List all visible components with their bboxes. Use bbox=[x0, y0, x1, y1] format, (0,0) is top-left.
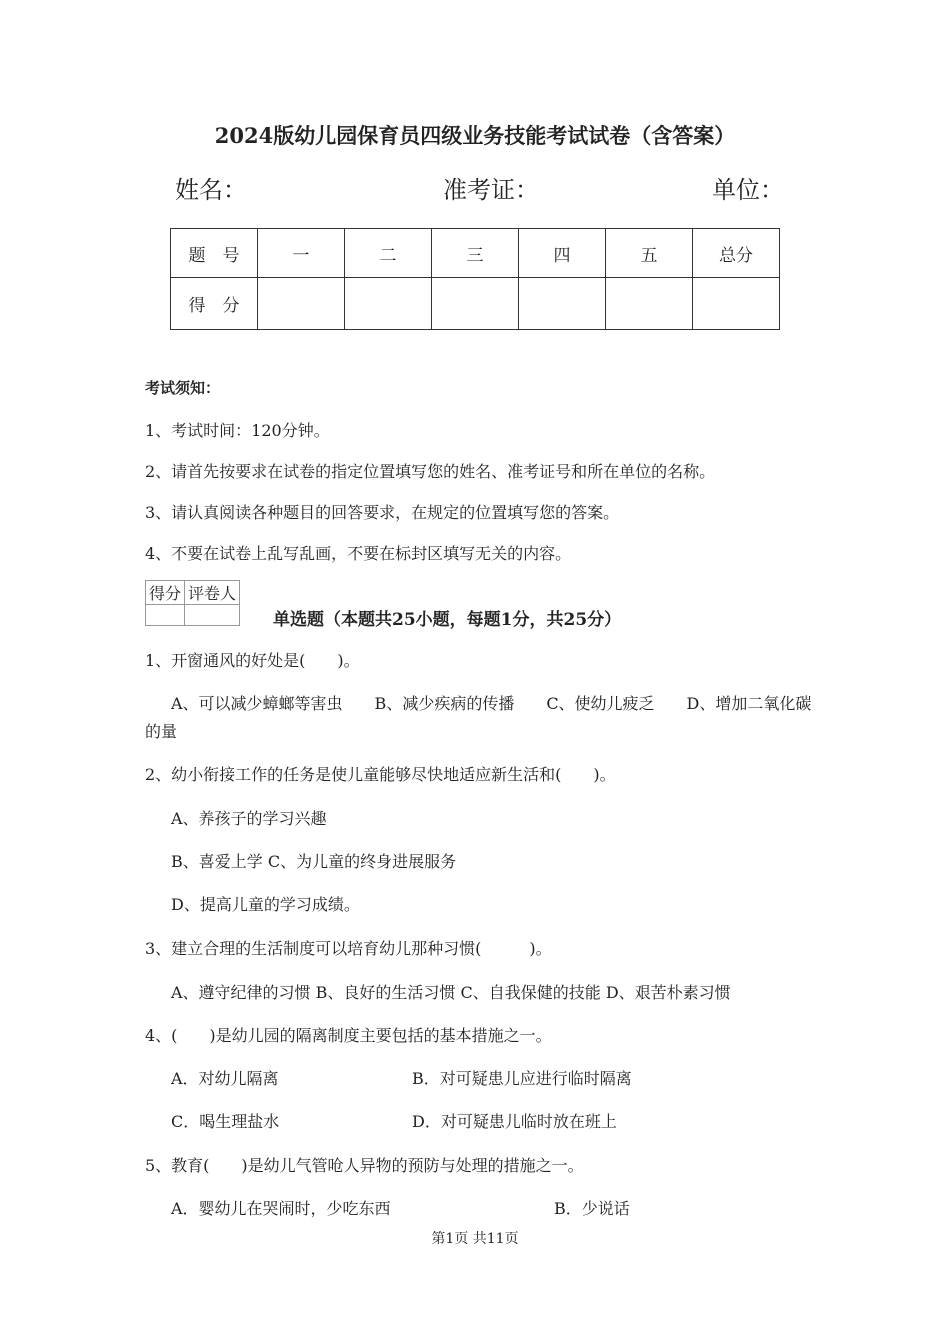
page-footer: 第1页 共11页 bbox=[431, 1231, 519, 1247]
candidate-info-row bbox=[175, 170, 785, 202]
score-row-label: 得 分 bbox=[171, 278, 258, 330]
score-cell[interactable] bbox=[432, 278, 519, 330]
page-title: 2024版幼儿园保育员四级业务技能考试试卷（含答案） bbox=[214, 123, 736, 148]
question-4-option-b: B．对可疑患儿应进行临时隔离 bbox=[412, 1069, 632, 1088]
question-5-option-a: A．婴幼儿在哭闹时，少吃东西 bbox=[171, 1199, 391, 1218]
grader-reviewer-cell[interactable] bbox=[185, 605, 240, 626]
question-2-option-bc: B、喜爱上学 C、为儿童的终身进展服务 bbox=[171, 852, 457, 871]
question-2-stem: 2、幼小衔接工作的任务是使儿童能够尽快地适应新生活和( )。 bbox=[145, 765, 616, 784]
score-header-cell: 五 bbox=[606, 229, 693, 278]
score-cell[interactable] bbox=[258, 278, 345, 330]
score-header-cell: 一 bbox=[258, 229, 345, 278]
question-4-option-c: C．喝生理盐水 bbox=[171, 1112, 280, 1131]
question-2-option-a: A、养孩子的学习兴趣 bbox=[171, 809, 327, 828]
score-cell[interactable] bbox=[345, 278, 432, 330]
score-cell[interactable] bbox=[693, 278, 780, 330]
score-header-cell: 总分 bbox=[693, 229, 780, 278]
question-3-options: A、遵守纪律的习惯 B、良好的生活习惯 C、自我保健的技能 D、艰苦朴素习惯 bbox=[171, 983, 731, 1002]
notice-item: 2、请首先按要求在试卷的指定位置填写您的姓名、准考证号和所在单位的名称。 bbox=[145, 462, 716, 481]
score-cell[interactable] bbox=[606, 278, 693, 330]
notice-item: 4、不要在试卷上乱写乱画，不要在标封区填写无关的内容。 bbox=[145, 544, 572, 563]
grader-score-label: 得分 bbox=[146, 581, 185, 605]
notice-item: 1、考试时间：120分钟。 bbox=[145, 421, 330, 440]
question-4-option-d: D．对可疑患儿临时放在班上 bbox=[412, 1112, 617, 1131]
question-1-stem: 1、开窗通风的好处是( )。 bbox=[145, 651, 360, 670]
score-table-header-row bbox=[171, 229, 780, 278]
name-label: 姓名： bbox=[175, 176, 247, 204]
score-header-cell: 四 bbox=[519, 229, 606, 278]
score-table-score-row bbox=[171, 278, 780, 330]
section-title: 单选题（本题共25小题，每题1分，共25分） bbox=[273, 610, 622, 630]
question-2-option-d: D、提高儿童的学习成绩。 bbox=[171, 895, 360, 914]
question-5-option-b: B．少说话 bbox=[554, 1199, 630, 1218]
question-1-options-cont: 的量 bbox=[145, 722, 178, 741]
question-5-stem: 5、教育( )是幼儿气管呛人异物的预防与处理的措施之一。 bbox=[145, 1156, 584, 1175]
notice-heading: 考试须知： bbox=[145, 379, 221, 397]
score-header-cell: 题 号 bbox=[171, 229, 258, 278]
grader-reviewer-label: 评卷人 bbox=[185, 581, 240, 605]
question-4-option-a: A．对幼儿隔离 bbox=[171, 1069, 279, 1088]
score-table bbox=[170, 228, 780, 330]
grader-score-cell[interactable] bbox=[146, 605, 185, 626]
score-cell[interactable] bbox=[519, 278, 606, 330]
question-1-options: A、可以减少蟑螂等害虫 B、减少疾病的传播 C、使幼儿疲乏 D、增加二氧化碳 bbox=[171, 694, 812, 713]
score-header-cell: 二 bbox=[345, 229, 432, 278]
grader-box bbox=[145, 580, 240, 626]
unit-label: 单位： bbox=[712, 176, 784, 204]
question-3-stem: 3、建立合理的生活制度可以培育幼儿那种习惯( )。 bbox=[145, 939, 552, 958]
score-header-cell: 三 bbox=[432, 229, 519, 278]
notice-item: 3、请认真阅读各种题目的回答要求，在规定的位置填写您的答案。 bbox=[145, 503, 620, 522]
question-4-stem: 4、( )是幼儿园的隔离制度主要包括的基本措施之一。 bbox=[145, 1026, 552, 1045]
exam-id-label: 准考证： bbox=[443, 176, 539, 204]
